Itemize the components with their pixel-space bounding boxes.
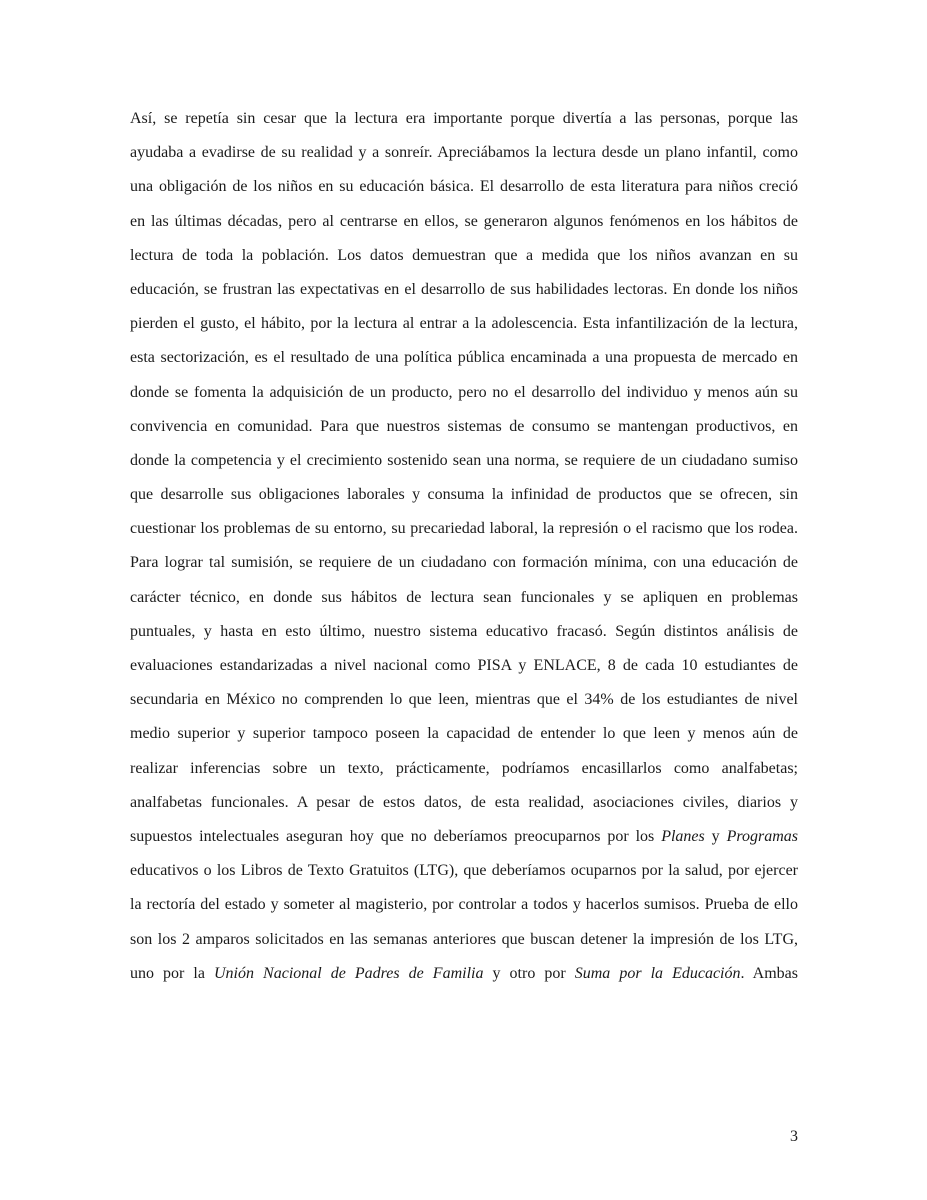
- italic-term-programas: Programas: [726, 827, 798, 845]
- text-line: secundaria en México no comprenden lo que leen, mientras que el 34% de los estudiantes de nivel: [130, 691, 798, 709]
- text-line: educación, se frustran las expectativas en el desarrollo de sus habilidades lectoras. En donde los niños: [130, 280, 798, 298]
- body-paragraph: [130, 102, 798, 991]
- text-line: son los 2 amparos solicitados en las semanas anteriores que buscan detener la impresión de los LTG,: [130, 930, 798, 948]
- text-line: puntuales, y hasta en esto último, nuestro sistema educativo fracasó. Según distintos análisis de: [130, 622, 798, 640]
- italic-org-union-padres: Unión Nacional de Padres de Familia: [214, 964, 484, 982]
- text-line: en las últimas décadas, pero al centrarse en ellos, se generaron algunos fenómenos en los hábitos de: [130, 212, 798, 230]
- text-run: supuestos intelectuales aseguran hoy que no deberíamos preocuparnos por los: [130, 827, 662, 845]
- text-line: donde la competencia y el crecimiento sostenido sean una norma, se requiere de un ciudadano sumiso: [130, 451, 798, 469]
- text-line: educativos o los Libros de Texto Gratuitos (LTG), que deberíamos ocuparnos por la salud, por ejercer: [130, 862, 798, 880]
- text-line: ayudaba a evadirse de su realidad y a sonreír. Apreciábamos la lectura desde un plano infantil, como: [130, 144, 798, 162]
- text-line: la rectoría del estado y someter al magisterio, por controlar a todos y hacerlos sumisos. Prueba de ello: [130, 896, 798, 914]
- text-line-with-italics: [130, 957, 798, 991]
- text-line: analfabetas funcionales. A pesar de estos datos, de esta realidad, asociaciones civiles, diarios y: [130, 793, 798, 811]
- text-line: medio superior y superior tampoco poseen la capacidad de entender lo que leen y menos aún de: [130, 725, 798, 743]
- text-line: cuestionar los problemas de su entorno, su precariedad laboral, la represión o el racismo que los rodea.: [130, 520, 798, 538]
- text-run: y otro por: [483, 964, 575, 982]
- text-line: evaluaciones estandarizadas a nivel nacional como PISA y ENLACE, 8 de cada 10 estudiantes de: [130, 657, 798, 674]
- text-line: que desarrolle sus obligaciones laborales y consuma la infinidad de productos que se ofrecen, sin: [130, 486, 798, 504]
- italic-term-planes: Planes: [661, 827, 705, 845]
- text-line: Así, se repetía sin cesar que la lectura era importante porque divertía a las personas, porque las: [130, 110, 798, 127]
- text-line: pierden el gusto, el hábito, por la lectura al entrar a la adolescencia. Esta infantilización de la lectura,: [130, 315, 798, 333]
- text-line: lectura de toda la población. Los datos demuestran que a medida que los niños avanzan en su: [130, 246, 798, 264]
- page-number: 3: [790, 1128, 798, 1145]
- text-line-with-italics: [130, 820, 798, 854]
- italic-org-suma-educacion: Suma por la Educación: [574, 964, 741, 982]
- text-run: uno por la: [130, 964, 214, 982]
- text-line: Para lograr tal sumisión, se requiere de un ciudadano con formación mínima, con una educación de: [130, 554, 798, 572]
- text-line: una obligación de los niños en su educación básica. El desarrollo de esta literatura para niños creció: [130, 178, 798, 196]
- text-run: y: [704, 827, 727, 845]
- text-line: donde se fomenta la adquisición de un producto, pero no el desarrollo del individuo y menos aún su: [130, 383, 798, 401]
- text-line: realizar inferencias sobre un texto, prácticamente, podríamos encasillarlos como analfabetas;: [130, 759, 798, 777]
- text-line: esta sectorización, es el resultado de una política pública encaminada a una propuesta de mercado en: [130, 349, 798, 367]
- text-line: carácter técnico, en donde sus hábitos de lectura sean funcionales y se apliquen en problemas: [130, 588, 798, 606]
- text-line: convivencia en comunidad. Para que nuestros sistemas de consumo se mantengan productivos, en: [130, 417, 798, 435]
- text-run: . Ambas: [740, 964, 799, 982]
